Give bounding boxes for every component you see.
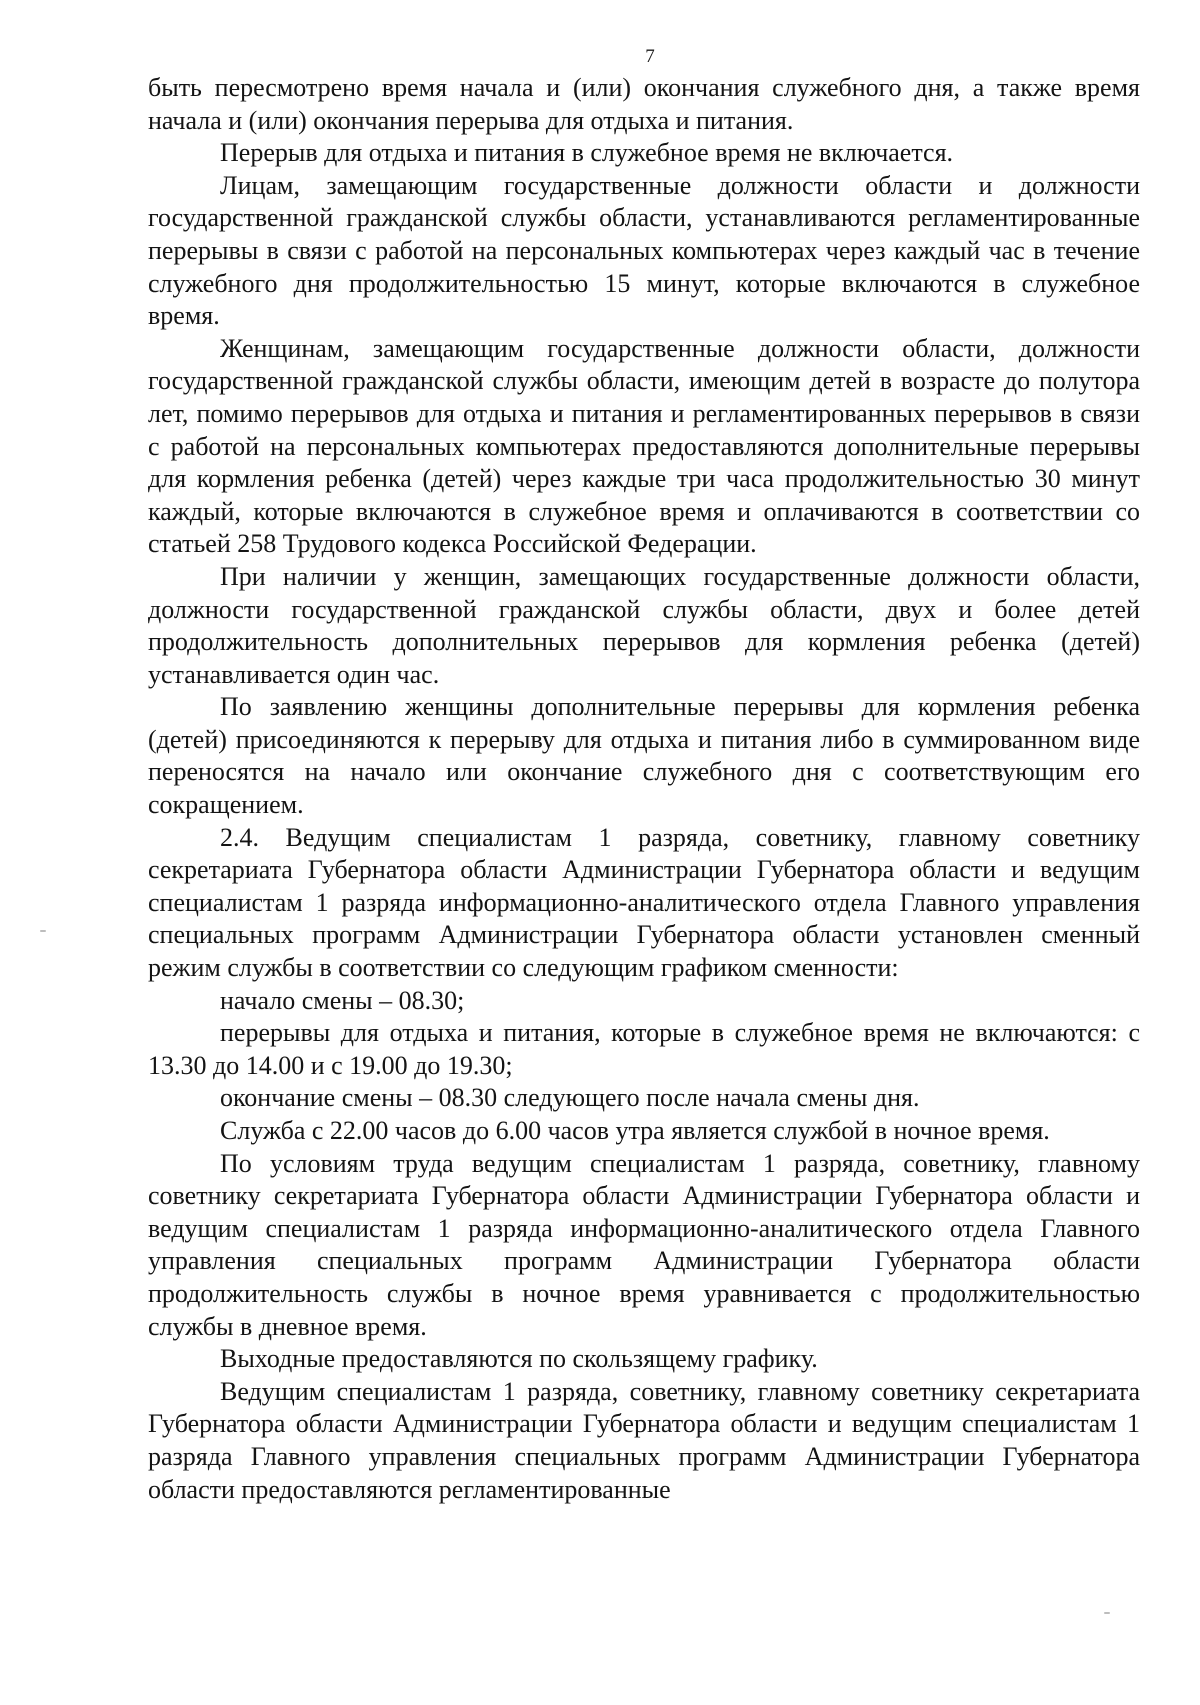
paragraph-shift-start: начало смены – 08.30;: [220, 985, 465, 1015]
paragraph-woman-request: По заявлению женщины дополнительные перерывы для кормления ребенка (детей) присоединяются к перерыву для отдыха и питания либо в суммированном виде переносятся на начало или окончание служебного дня с соответствующим его сокращением.: [148, 692, 1140, 820]
paragraph-continuation: быть пересмотрено время начала и (или) окончания служебного дня, а также время начала и (или) окончания перерыва для отдыха и питания.: [148, 73, 1140, 135]
paragraph-feeding-breaks: Женщинам, замещающим государственные должности области, должности государственной гражданской службы области, имеющим детей в возрасте до полутора лет, помимо перерывов для отдыха и питания и регламентированных перерывов в связи с работой на персональных компьютерах предоставляются дополнительные перерывы для кормления ребенка (детей) через каждые три часа продолжительностью 30 минут каждый, которые включаются в служебное время и оплачиваются в соответствии со статьей 258 Трудового кодекса Российской Федерации.: [148, 333, 1140, 559]
scan-mark-left: [40, 930, 46, 932]
paragraph-night-equalization: По условиям труда ведущим специалистам 1 разряда, советнику, главному советнику секретариата Губернатора области Администрации Губернатора области и ведущим специалистам 1 разряда информационно-аналитического отдела Главного управления специальных программ Администрации Губернатора области продолжительность службы в ночное время уравнивается с продолжительностью службы в дневное время.: [148, 1148, 1140, 1341]
paragraph-shift-end: окончание смены – 08.30 следующего после начала смены дня.: [220, 1083, 920, 1113]
paragraph-two-children: При наличии у женщин, замещающих государственные должности области, должности государственной гражданской службы области, двух и более детей продолжительность дополнительных перерывов для кормления ребенка (детей) устанавливается один час.: [148, 561, 1140, 689]
paragraph-regulated-breaks: Ведущим специалистам 1 разряда, советнику, главному советнику секретариата Губернатора области Администрации Губернатора области и ведущим специалистам 1 разряда Главного управления специальных программ Администрации Губернатора области предоставляются регламентированные: [148, 1376, 1140, 1504]
paragraph-section-2-4: 2.4. Ведущим специалистам 1 разряда, советнику, главному советнику секретариата Губернатора области Администрации Губернатора области и ведущим специалистам 1 разряда информационно-аналитического отдела Главного управления специальных программ Администрации Губернатора области установлен сменный режим службы в соответствии со следующим графиком сменности:: [148, 822, 1140, 983]
paragraph-computer-breaks: Лицам, замещающим государственные должности области и должности государственной гражданской службы области, устанавливаются регламентированные перерывы в связи с работой на персональных компьютерах через каждый час в течение служебного дня продолжительностью 15 минут, которые включаются в служебное время.: [148, 170, 1140, 331]
paragraph-shift-breaks: перерывы для отдыха и питания, которые в служебное время не включаются: с 13.30 до 14.00 и с 19.00 до 19.30;: [148, 1018, 1140, 1080]
paragraph-days-off: Выходные предоставляются по скользящему графику.: [220, 1344, 818, 1374]
page-number: 7: [645, 46, 655, 67]
paragraph-night-service: Служба с 22.00 часов до 6.00 часов утра является службой в ночное время.: [220, 1116, 1050, 1145]
document-body: [148, 72, 1140, 1506]
paragraph-break-exclusion: Перерыв для отдыха и питания в служебное время не включается.: [220, 138, 954, 168]
scan-mark-right: [1104, 1612, 1110, 1614]
